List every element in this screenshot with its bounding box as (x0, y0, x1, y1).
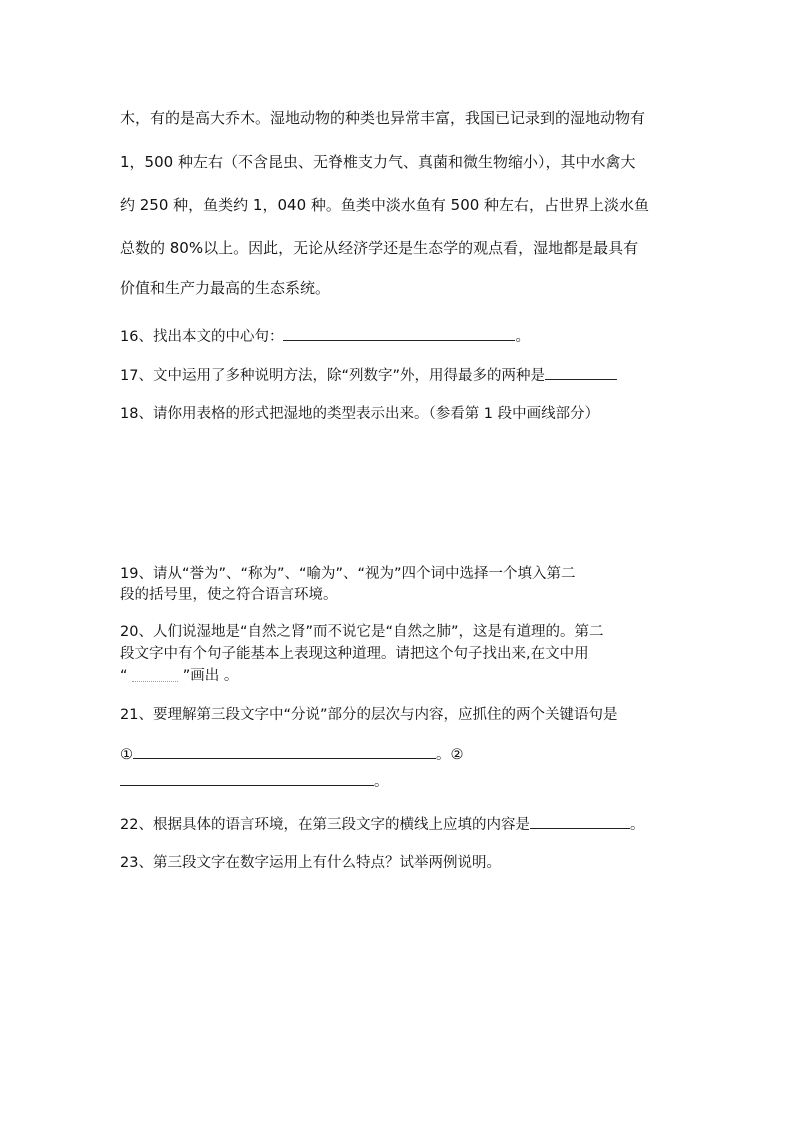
question-23 (120, 851, 501, 872)
question-20-line-3-text: ”画出 。 (182, 668, 239, 684)
question-22 (120, 813, 644, 834)
question-22-text: 22、根据具体的语言环境，在第三段文字的横线上应填的内容是 (120, 817, 530, 833)
question-20-line-2: 段文字中有个句子能基本上表现这种道理。请把这个句子找出来,在文中用 (120, 646, 589, 662)
wavy-underline-marker (132, 671, 178, 682)
passage-line-2: 1，500 种左右（不含昆虫、无脊椎支力气、真菌和微生物缩小），其中水禽大 (120, 153, 636, 171)
answer-blank-17[interactable] (545, 365, 617, 380)
question-18 (120, 402, 599, 423)
question-20-line-3 (120, 664, 238, 685)
passage-line-1: 木，有的是高大乔木。湿地动物的种类也异常丰富，我国已记录到的湿地动物有 (120, 109, 646, 127)
question-17 (120, 364, 617, 385)
answer-blank-22[interactable] (530, 814, 630, 829)
passage-line-3: 约 250 种，鱼类约 1，040 种。鱼类中淡水鱼有 500 种左右，占世界上淡水鱼 (120, 196, 650, 214)
answer-blank-21b[interactable] (120, 771, 374, 786)
open-quote: “ (120, 668, 128, 684)
question-20-line-1: 20、人们说湿地是“自然之肾”而不说它是“自然之肺”，这是有道理的。第二 (120, 624, 604, 640)
question-21-end: 。 (374, 774, 389, 790)
answer-mark-1: ① (120, 747, 133, 763)
question-16 (120, 325, 530, 346)
question-21-mid: 。② (436, 747, 464, 763)
question-16-end: 。 (515, 329, 530, 345)
question-18-text: 18、请你用表格的形式把湿地的类型表示出来。（参看第 1 段中画线部分） (120, 406, 600, 422)
question-19-line-2: 段的括号里，使之符合语言环境。 (120, 587, 338, 603)
passage-line-5: 价值和生产力最高的生态系统。 (120, 279, 331, 297)
question-21-line-3 (120, 770, 389, 791)
passage-line-4: 总数的 80%以上。因此，无论从经济学还是生态学的观点看，湿地都是最具有 (120, 239, 639, 257)
question-21-line-1: 21、要理解第三段文字中“分说”部分的层次与内容，应抓住的两个关键语句是 (120, 707, 618, 723)
question-17-text: 17、文中运用了多种说明方法，除“列数字”外，用得最多的两种是 (120, 368, 545, 384)
answer-blank-16[interactable] (283, 326, 515, 341)
question-19-line-1: 19、请从“誉为”、“称为”、“喻为”、“视为”四个词中选择一个填入第二 (120, 566, 576, 582)
question-23-text: 23、第三段文字在数字运用上有什么特点？试举两例说明。 (120, 855, 501, 871)
question-16-text: 16、找出本文的中心句： (120, 329, 284, 345)
answer-blank-21a[interactable] (133, 744, 436, 759)
question-21-line-2 (120, 743, 464, 764)
question-22-end: 。 (629, 817, 645, 833)
